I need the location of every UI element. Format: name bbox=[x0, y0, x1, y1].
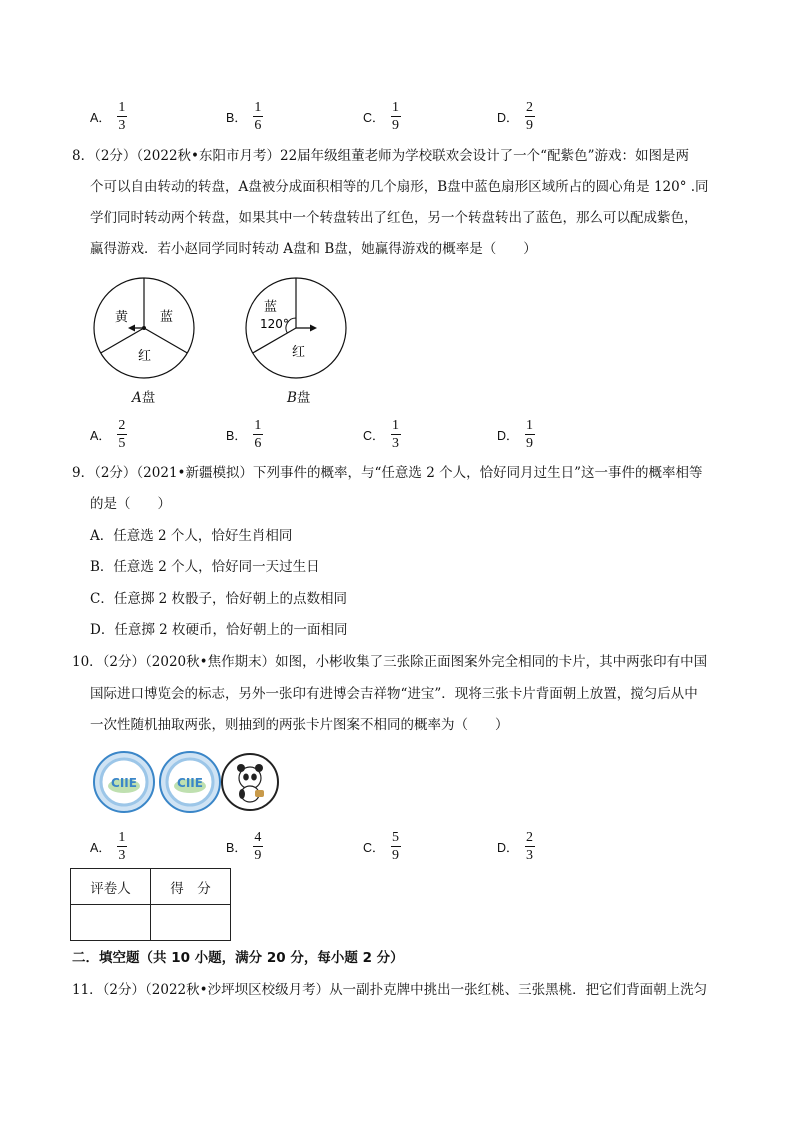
fraction: $\frac{1}{6}$ bbox=[254, 100, 262, 133]
q10-option-a[interactable]: A． $\frac{1}{3}$ bbox=[90, 830, 126, 863]
q10-line-2: 国际进口博览会的标志，另外一张印有进博会吉祥物“进宝”．现将三张卡片背面朝上放置，搅匀后从中 bbox=[90, 686, 698, 702]
fraction: $\frac{2}{5}$ bbox=[118, 418, 126, 451]
fraction: $\frac{2}{3}$ bbox=[526, 830, 534, 863]
spinner-a-diagram bbox=[88, 272, 200, 384]
fraction: $\frac{4}{9}$ bbox=[254, 830, 262, 863]
q8-line-2: 个可以自由转动的转盘，A盘被分成面积相等的几个扇形，B盘中蓝色扇形区域所占的圆心角是 120° .同 bbox=[90, 179, 709, 195]
fraction: $\frac{2}{9}$ bbox=[526, 100, 534, 133]
q8-line-4: 赢得游戏．若小赵同学同时转动 A盘和 B盘，她赢得游戏的概率是（ ） bbox=[90, 241, 537, 257]
spinner-b-arrow-icon bbox=[310, 325, 317, 332]
q8-option-a[interactable]: A． $\frac{2}{5}$ bbox=[90, 418, 126, 451]
q9-option-b[interactable]: B．任意选 2 个人，恰好同一天过生日 bbox=[90, 559, 320, 575]
score-cell[interactable] bbox=[151, 905, 231, 941]
spinner-a-label-yellow: 黄 bbox=[115, 310, 129, 325]
q10-line-3: 一次性随机抽取两张，则抽到的两张卡片图案不相同的概率为（ ） bbox=[90, 717, 509, 733]
spinner-b-label-angle: 120° bbox=[260, 317, 289, 331]
ciie-logo-text: CIIE bbox=[111, 776, 137, 790]
fraction: $\frac{1}{3}$ bbox=[118, 100, 126, 133]
score-table bbox=[70, 868, 231, 941]
q8-option-b[interactable]: B． $\frac{1}{6}$ bbox=[226, 418, 262, 451]
q9-option-d[interactable]: D．任意掷 2 枚硬币，恰好朝上的一面相同 bbox=[90, 622, 348, 638]
fraction: $\frac{1}{9}$ bbox=[392, 100, 400, 133]
q7-option-c[interactable]: C． $\frac{1}{9}$ bbox=[363, 100, 400, 133]
spinner-b-label-red: 红 bbox=[292, 345, 306, 360]
spinner-a-arrow-icon bbox=[128, 325, 135, 332]
q8-line-1: 8．（2分）（2022秋•东阳市月考）22届年级组董老师为学校联欢会设计了一个“配紫色”游戏：如图是两 bbox=[72, 148, 689, 164]
fraction: $\frac{5}{9}$ bbox=[392, 830, 400, 863]
panda-mascot-card bbox=[220, 752, 280, 812]
q7-option-d[interactable]: D． $\frac{2}{9}$ bbox=[497, 100, 534, 133]
q8-line-3: 学们同时转动两个转盘，如果其中一个转盘转出了红色，另一个转盘转出了蓝色，那么可以配成紫色， bbox=[90, 210, 698, 226]
q10-option-d[interactable]: D． $\frac{2}{3}$ bbox=[497, 830, 534, 863]
ciie-logo-card-2 bbox=[158, 750, 222, 814]
q9-option-c[interactable]: C．任意掷 2 枚骰子，恰好朝上的点数相同 bbox=[90, 591, 348, 607]
fraction: $\frac{1}{3}$ bbox=[392, 418, 400, 451]
spinner-a-label-blue: 蓝 bbox=[160, 310, 174, 325]
q7-option-a[interactable]: A． $\frac{1}{3}$ bbox=[90, 100, 126, 133]
spinner-b-divider bbox=[253, 328, 296, 353]
q11-line-1: 11．（2分）（2022秋•沙坪坝区校级月考）从一副扑克牌中挑出一张红桃、三张黑桃．把它们背面朝上洗匀 bbox=[72, 982, 708, 998]
grader-cell[interactable] bbox=[71, 905, 151, 941]
ciie-logo-text: CIIE bbox=[177, 776, 203, 790]
spinner-a-caption: A盘 bbox=[132, 390, 156, 406]
q8-option-d[interactable]: D． $\frac{1}{9}$ bbox=[497, 418, 534, 451]
spinner-a-label-red: 红 bbox=[138, 349, 152, 364]
q9-line-2: 的是（ ） bbox=[90, 496, 171, 512]
fraction: $\frac{1}{6}$ bbox=[254, 418, 262, 451]
q10-line-1: 10．（2分）（2020秋•焦作期末）如图，小彬收集了三张除正面图案外完全相同的卡片，其中两张印有中国 bbox=[72, 654, 708, 670]
grader-header: 评卷人 bbox=[71, 869, 151, 905]
section-heading: 二．填空题（共 10 小题，满分 20 分，每小题 2 分） bbox=[72, 950, 404, 966]
q7-option-b[interactable]: B． $\frac{1}{6}$ bbox=[226, 100, 262, 133]
score-header: 得 分 bbox=[151, 869, 231, 905]
q9-option-a[interactable]: A．任意选 2 个人，恰好生肖相同 bbox=[90, 528, 293, 544]
spinner-b-caption: B盘 bbox=[287, 390, 311, 406]
fraction: $\frac{1}{9}$ bbox=[526, 418, 534, 451]
q8-option-c[interactable]: C． $\frac{1}{3}$ bbox=[363, 418, 400, 451]
q10-option-c[interactable]: C． $\frac{5}{9}$ bbox=[363, 830, 400, 863]
q10-option-b[interactable]: B． $\frac{4}{9}$ bbox=[226, 830, 262, 863]
fraction: $\frac{1}{3}$ bbox=[118, 830, 126, 863]
ciie-logo-card-1 bbox=[92, 750, 156, 814]
spinner-b-label-blue: 蓝 bbox=[264, 300, 278, 315]
spinner-b-diagram bbox=[240, 272, 352, 384]
q9-line-1: 9．（2分）（2021•新疆模拟）下列事件的概率，与“任意选 2 个人，恰好同月过生日”这一事件的概率相等 bbox=[72, 465, 703, 481]
